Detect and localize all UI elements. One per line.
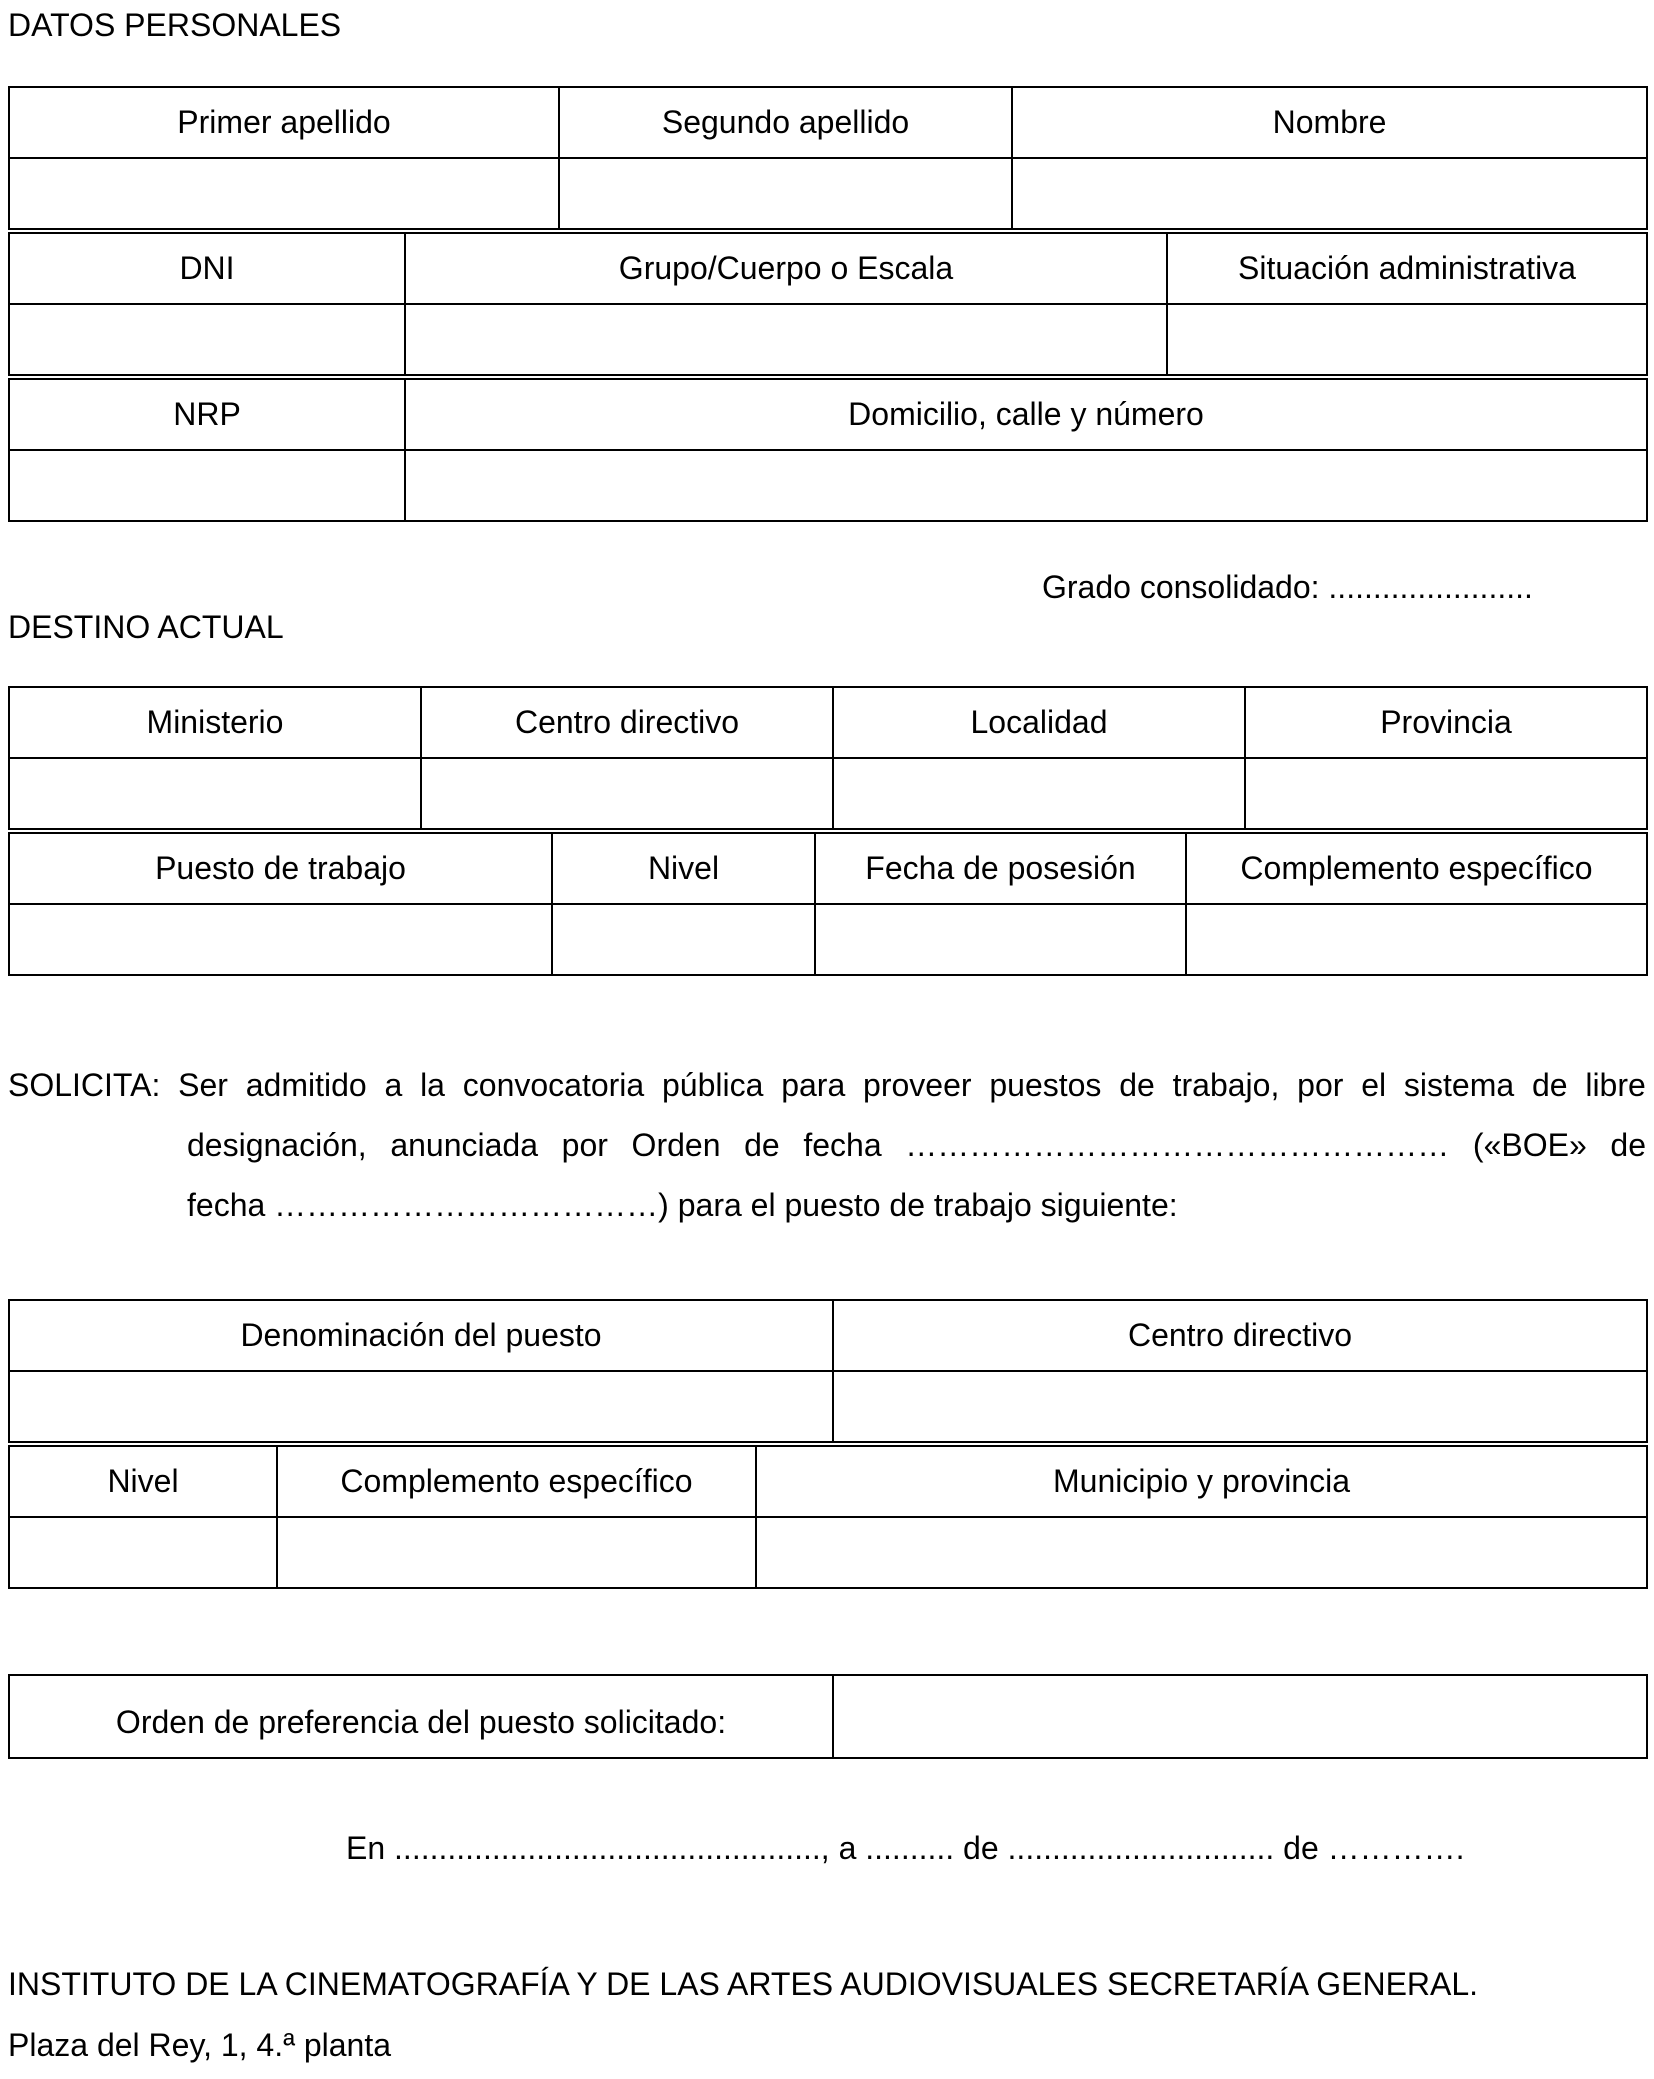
header-situacion-administrativa: Situación administrativa: [1167, 233, 1647, 304]
solicita-word: Orden: [631, 1127, 721, 1163]
centro-directivo-field[interactable]: [421, 758, 833, 829]
footer-address: Plaza del Rey, 1, 4.ª planta: [8, 2027, 392, 2063]
header-localidad: Localidad: [833, 687, 1245, 758]
fecha-de-posesion-field[interactable]: [815, 904, 1186, 975]
orden-preferencia-label: Orden de preferencia del puesto solicitado:: [9, 1675, 833, 1758]
solicita-word: el: [1361, 1067, 1387, 1103]
solicita-line-3: fecha ………………………………) para el puesto de trabajo siguiente:: [187, 1187, 1178, 1223]
solicita-word: SOLICITA:: [8, 1067, 161, 1103]
solicita-line-1: [8, 1055, 1646, 1115]
table-row: [9, 1300, 1647, 1371]
datos-personales-title: DATOS PERSONALES: [8, 7, 342, 43]
domicilio-field[interactable]: [405, 450, 1647, 521]
solicita-word: («BOE»: [1472, 1127, 1587, 1163]
solicita-word: pública: [662, 1067, 764, 1103]
solicita-word: de: [1119, 1067, 1155, 1103]
puesto-solicitado-table: [8, 1299, 1648, 1443]
table-row: [9, 833, 1647, 904]
header-ministerio: Ministerio: [9, 687, 421, 758]
solicita-word: por: [561, 1127, 608, 1163]
primer-apellido-field[interactable]: [9, 158, 559, 229]
table-row: [9, 1371, 1647, 1442]
header-primer-apellido: Primer apellido: [9, 87, 559, 158]
datos-personales-table-2: [8, 232, 1648, 376]
solicita-word: trabajo,: [1172, 1067, 1280, 1103]
datos-personales-table-3: [8, 378, 1648, 522]
nivel-field[interactable]: [552, 904, 815, 975]
header-provincia: Provincia: [1245, 687, 1647, 758]
solicita-word: de: [744, 1127, 780, 1163]
nrp-field[interactable]: [9, 450, 405, 521]
table-row: [9, 1446, 1647, 1517]
table-row: [9, 1517, 1647, 1588]
solicita-line-2: [8, 1115, 1646, 1175]
centro-directivo-solicitado-field[interactable]: [833, 1371, 1647, 1442]
table-row: [9, 450, 1647, 521]
table-row: [9, 1675, 1647, 1758]
ministerio-field[interactable]: [9, 758, 421, 829]
footer-institution: INSTITUTO DE LA CINEMATOGRAFÍA Y DE LAS ARTES AUDIOVISUALES SECRETARÍA GENERAL.: [8, 1966, 1479, 2002]
nombre-field[interactable]: [1012, 158, 1647, 229]
solicita-word: por: [1297, 1067, 1344, 1103]
orden-preferencia-table: [8, 1674, 1648, 1759]
header-complemento-especifico: Complemento específico: [1186, 833, 1647, 904]
solicita-word: designación,: [187, 1127, 367, 1163]
solicita-word: convocatoria: [462, 1067, 645, 1103]
table-row: [9, 904, 1647, 975]
solicita-word: proveer: [863, 1067, 972, 1103]
solicita-word: admitido: [245, 1067, 367, 1103]
table-row: [9, 233, 1647, 304]
denominacion-del-puesto-field[interactable]: [9, 1371, 833, 1442]
header-nombre: Nombre: [1012, 87, 1647, 158]
datos-personales-table: [8, 86, 1648, 230]
destino-actual-table: [8, 686, 1648, 830]
solicita-word: de: [1610, 1127, 1646, 1163]
solicita-word: ……………………………………………: [905, 1127, 1450, 1163]
orden-preferencia-field[interactable]: [833, 1675, 1647, 1758]
header-fecha-de-posesion: Fecha de posesión: [815, 833, 1186, 904]
header-nrp: NRP: [9, 379, 405, 450]
header-nivel: Nivel: [552, 833, 815, 904]
situacion-administrativa-field[interactable]: [1167, 304, 1647, 375]
solicita-word: la: [420, 1067, 445, 1103]
solicita-word: Ser: [178, 1067, 228, 1103]
header-dni: DNI: [9, 233, 405, 304]
puesto-de-trabajo-field[interactable]: [9, 904, 552, 975]
puesto-solicitado-table-2: [8, 1445, 1648, 1589]
grupo-cuerpo-field[interactable]: [405, 304, 1167, 375]
dni-field[interactable]: [9, 304, 405, 375]
solicita-paragraph: [8, 1055, 1646, 1235]
solicita-word: libre: [1585, 1067, 1646, 1103]
solicita-word: fecha: [803, 1127, 882, 1163]
grado-consolidado: Grado consolidado: .......................: [1042, 569, 1533, 605]
segundo-apellido-field[interactable]: [559, 158, 1012, 229]
table-row: [9, 687, 1647, 758]
provincia-field[interactable]: [1245, 758, 1647, 829]
solicita-word: de: [1531, 1067, 1568, 1103]
solicita-word: para: [781, 1067, 846, 1103]
table-row: [9, 379, 1647, 450]
table-row: [9, 304, 1647, 375]
destino-actual-table-2: [8, 832, 1648, 976]
localidad-field[interactable]: [833, 758, 1245, 829]
nivel-solicitado-field[interactable]: [9, 1517, 277, 1588]
header-nivel-solicitado: Nivel: [9, 1446, 277, 1517]
destino-actual-title: DESTINO ACTUAL: [8, 609, 284, 645]
solicita-word: puestos: [989, 1067, 1102, 1103]
header-complemento-especifico-solicitado: Complemento específico: [277, 1446, 756, 1517]
header-puesto-de-trabajo: Puesto de trabajo: [9, 833, 552, 904]
table-row: [9, 87, 1647, 158]
table-row: [9, 158, 1647, 229]
complemento-especifico-field[interactable]: [1186, 904, 1647, 975]
header-domicilio: Domicilio, calle y número: [405, 379, 1647, 450]
header-grupo-cuerpo: Grupo/Cuerpo o Escala: [405, 233, 1167, 304]
solicita-word: anunciada: [390, 1127, 539, 1163]
solicita-word: a: [384, 1067, 403, 1103]
solicita-word: sistema: [1403, 1067, 1515, 1103]
header-centro-directivo-solicitado: Centro directivo: [833, 1300, 1647, 1371]
municipio-y-provincia-field[interactable]: [756, 1517, 1647, 1588]
table-row: [9, 758, 1647, 829]
fecha-lugar-line: En ................................................, a .......... de .............................. de ………….: [346, 1830, 1465, 1866]
header-municipio-y-provincia: Municipio y provincia: [756, 1446, 1647, 1517]
header-segundo-apellido: Segundo apellido: [559, 87, 1012, 158]
header-centro-directivo: Centro directivo: [421, 687, 833, 758]
complemento-especifico-solicitado-field[interactable]: [277, 1517, 756, 1588]
header-denominacion-del-puesto: Denominación del puesto: [9, 1300, 833, 1371]
